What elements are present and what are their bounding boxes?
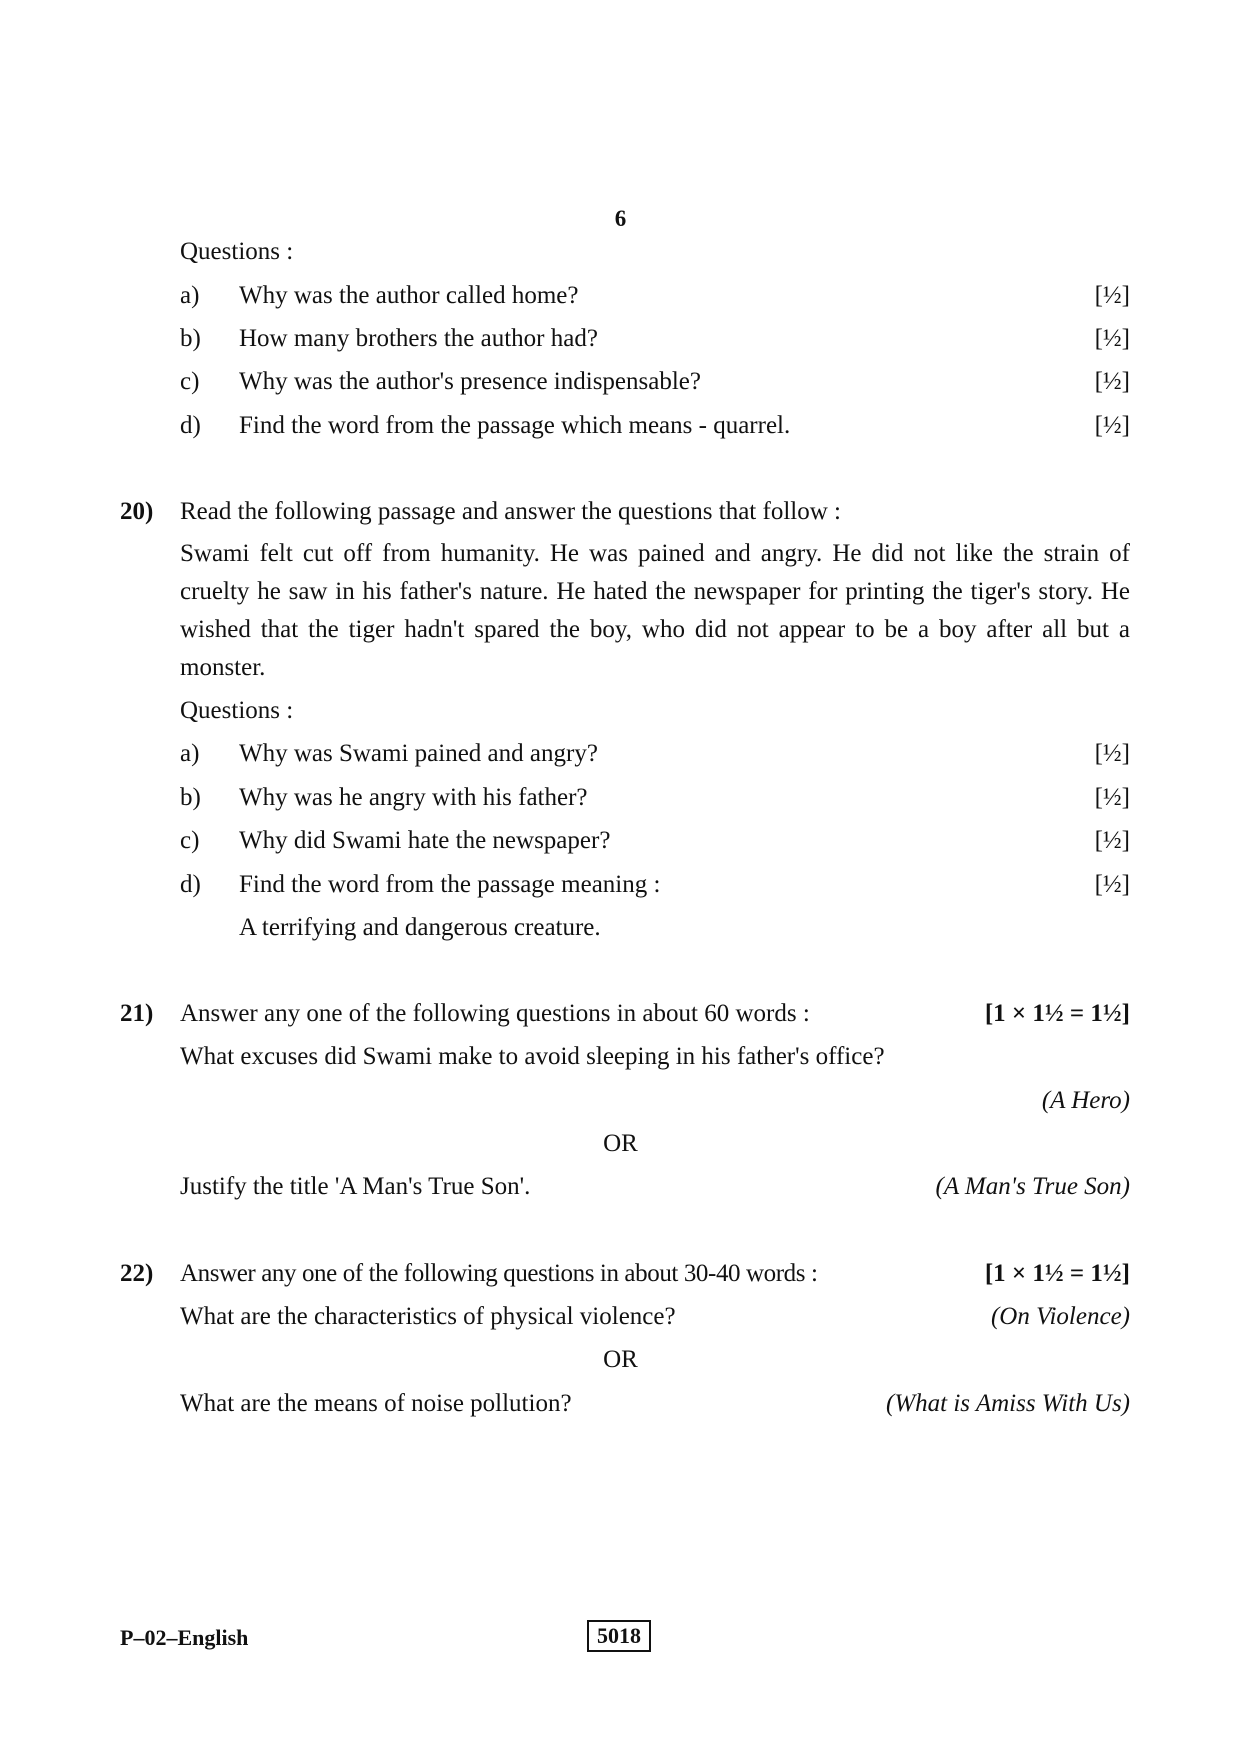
item-text: Find the word from the passage meaning :: [239, 871, 661, 898]
item-label: d): [180, 412, 201, 439]
item-text: Why was the author called home?: [239, 282, 579, 309]
question-instruction-row: [180, 998, 1130, 1030]
question-text: What are the means of noise pollution?: [180, 1390, 572, 1417]
question-item: [180, 366, 1130, 398]
question-row: [180, 1388, 1130, 1420]
question-number: 21): [120, 1000, 154, 1027]
item-label: a): [180, 282, 200, 309]
question-instruction: Answer any one of the following questions in about 60 words :: [180, 1000, 810, 1027]
question-text: Justify the title 'A Man's True Son'.: [180, 1173, 531, 1200]
item-mark: [½]: [1094, 325, 1130, 352]
question-item: [180, 738, 1130, 770]
passage: Swami felt cut off from humanity. He was pained and angry. He did not like the strain of cruelty he saw in his father's nature. He hated the newspaper for printing the tiger's story. He wished that the tiger hadn't spared the boy, who did not appear to be a boy after all but a monster.: [180, 540, 1130, 681]
item-text: How many brothers the author had?: [239, 325, 598, 352]
item-text: Why was Swami pained and angry?: [239, 740, 598, 767]
item-label: d): [180, 871, 201, 898]
paper-code: P–02–English: [120, 1625, 249, 1650]
item-text: Why was he angry with his father?: [239, 784, 588, 811]
questions-label: Questions :: [180, 697, 294, 724]
question-item: [180, 869, 1130, 901]
item-mark: [½]: [1094, 368, 1130, 395]
question-marks: [1 × 1½ = 1½]: [984, 1260, 1130, 1287]
question-text: What are the characteristics of physical violence?: [180, 1303, 676, 1330]
question-item: [180, 280, 1130, 312]
source-reference: (A Hero): [1041, 1087, 1130, 1114]
question-item: [180, 782, 1130, 814]
item-label: b): [180, 784, 201, 811]
questions-label: Questions :: [180, 238, 294, 265]
source-row: [180, 1085, 1130, 1117]
item-mark: [½]: [1094, 871, 1130, 898]
question-item: [180, 825, 1130, 857]
item-label: a): [180, 740, 200, 767]
question-instruction: Read the following passage and answer the questions that follow :: [180, 498, 841, 525]
question-item: [180, 410, 1130, 442]
source-reference: (On Violence): [990, 1303, 1130, 1330]
question-item: [180, 323, 1130, 355]
question-number: 22): [120, 1260, 154, 1287]
question-marks: [1 × 1½ = 1½]: [984, 1000, 1130, 1027]
item-text: Why did Swami hate the newspaper?: [239, 827, 611, 854]
question-instruction-row: [180, 1258, 1130, 1290]
item-mark: [½]: [1094, 740, 1130, 767]
item-text: Why was the author's presence indispensable?: [239, 368, 701, 395]
question-row: [180, 1301, 1130, 1333]
question-number: 20): [120, 498, 154, 525]
question-text: What excuses did Swami make to avoid sleeping in his father's office?: [180, 1043, 885, 1070]
source-reference: (What is Amiss With Us): [886, 1390, 1130, 1417]
item-mark: [½]: [1094, 412, 1130, 439]
or-divider: OR: [603, 1346, 638, 1373]
item-label: c): [180, 827, 200, 854]
page-number: 6: [614, 206, 627, 231]
item-text: Find the word from the passage which means - quarrel.: [239, 412, 791, 439]
item-mark: [½]: [1094, 282, 1130, 309]
item-label: c): [180, 368, 200, 395]
item-text: A terrifying and dangerous creature.: [239, 914, 601, 941]
or-divider: OR: [603, 1130, 638, 1157]
source-reference: (A Man's True Son): [935, 1173, 1130, 1200]
item-mark: [½]: [1094, 827, 1130, 854]
question-row: [180, 1171, 1130, 1203]
serial-number-box: 5018: [587, 1620, 651, 1652]
item-mark: [½]: [1094, 784, 1130, 811]
question-item-continuation: [180, 912, 1130, 944]
question-instruction: Answer any one of the following questions in about 30-40 words :: [180, 1260, 818, 1287]
item-label: b): [180, 325, 201, 352]
